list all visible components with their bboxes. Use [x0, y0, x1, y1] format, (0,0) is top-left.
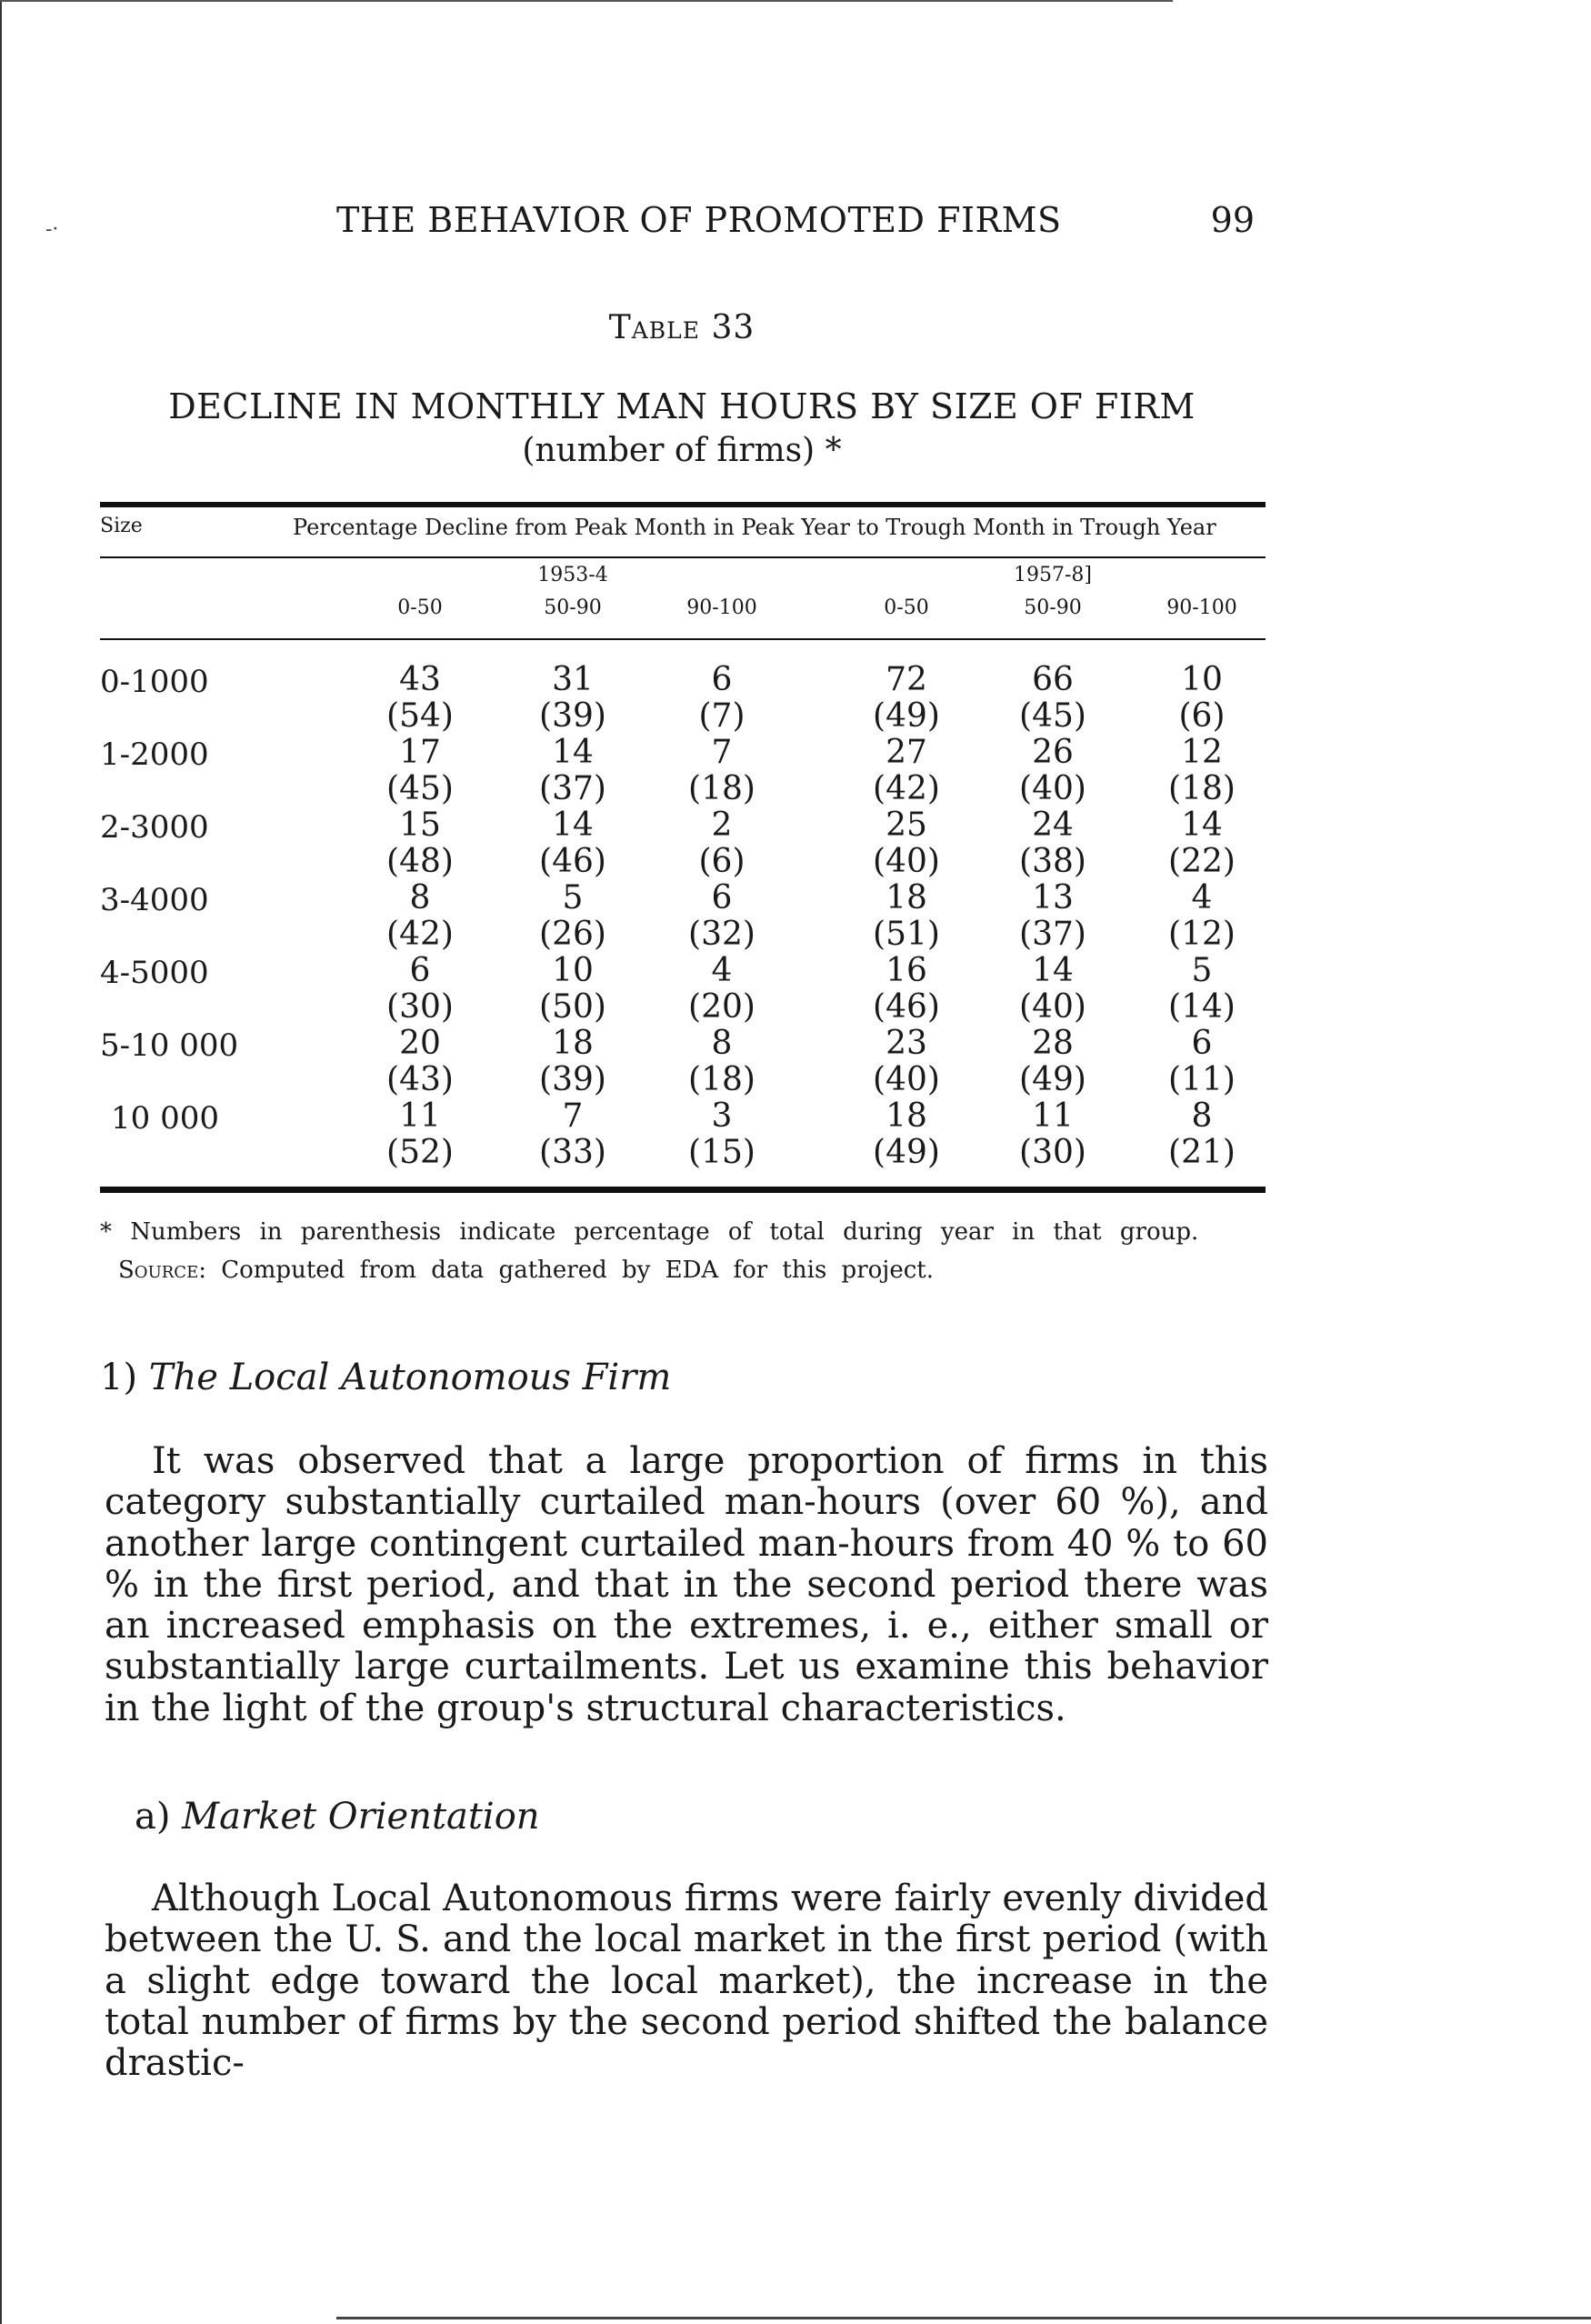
count-cell: 8 — [409, 879, 431, 917]
count-cell: 4 — [711, 952, 733, 989]
row-size-label: 1-2000 — [100, 736, 209, 773]
percent-cell: (12) — [1168, 916, 1236, 953]
percent-cell: (11) — [1168, 1061, 1236, 1098]
count-cell: 18 — [552, 1025, 594, 1062]
count-cell: 5 — [562, 879, 584, 917]
percent-cell: (43) — [386, 1061, 454, 1098]
count-cell: 66 — [1032, 661, 1074, 698]
percent-cell: (40) — [1019, 770, 1086, 807]
percent-cell: (30) — [386, 988, 454, 1026]
count-cell: 27 — [886, 734, 927, 771]
percent-cell: (18) — [688, 1061, 755, 1098]
col-header-6: 90-100 — [1166, 596, 1237, 619]
year-label-1957: 1957-8] — [1013, 564, 1092, 586]
count-cell: 16 — [886, 952, 927, 989]
subsection-number: a) — [135, 1796, 183, 1838]
col-header-2: 50-90 — [544, 596, 602, 619]
count-cell: 7 — [711, 734, 733, 771]
count-cell: 15 — [399, 806, 441, 844]
percent-cell: (49) — [873, 697, 940, 735]
percent-cell: (42) — [873, 770, 940, 807]
count-cell: 5 — [1191, 952, 1213, 989]
count-cell: 10 — [1181, 661, 1223, 698]
page-edge-top — [0, 0, 1173, 2]
count-cell: 6 — [1191, 1025, 1213, 1062]
percent-cell: (15) — [688, 1134, 755, 1171]
percent-cell: (50) — [539, 988, 606, 1026]
count-cell: 6 — [711, 879, 733, 917]
count-cell: 14 — [552, 734, 594, 771]
count-cell: 31 — [552, 661, 594, 698]
table-top-rule — [100, 502, 1266, 507]
count-cell: 3 — [711, 1097, 733, 1135]
table-title: DECLINE IN MONTHLY MAN HOURS BY SIZE OF FIRM — [168, 386, 1196, 426]
col-header-1: 0-50 — [397, 596, 443, 619]
percent-cell: (33) — [539, 1134, 606, 1171]
count-cell: 43 — [399, 661, 441, 698]
percent-cell: (6) — [698, 843, 745, 880]
count-cell: 12 — [1181, 734, 1223, 771]
percent-cell: (49) — [873, 1134, 940, 1171]
subsection-title: Market Orientation — [182, 1796, 540, 1838]
count-cell: 4 — [1191, 879, 1213, 917]
percent-cell: (48) — [386, 843, 454, 880]
count-cell: 26 — [1032, 734, 1074, 771]
count-cell: 14 — [1032, 952, 1074, 989]
count-cell: 23 — [886, 1025, 927, 1062]
percent-cell: (37) — [1019, 916, 1086, 953]
row-size-label: 0-1000 — [100, 664, 209, 700]
percent-cell: (51) — [873, 916, 940, 953]
decline-header: Percentage Decline from Peak Month in Peak Year to Trough Month in Trough Year — [293, 515, 1216, 540]
count-cell: 6 — [711, 661, 733, 698]
table-footnote: * Numbers in parenthesis indicate percentage of total during year in that group. — [100, 1218, 1199, 1246]
percent-cell: (37) — [539, 770, 606, 807]
header-rule — [100, 556, 1266, 558]
count-cell: 8 — [711, 1025, 733, 1062]
count-cell: 17 — [399, 734, 441, 771]
col-header-5: 50-90 — [1024, 596, 1082, 619]
page-edge-bottom — [336, 2317, 1591, 2319]
row-size-label: 5-10 000 — [100, 1027, 239, 1064]
row-size-label: 3-4000 — [100, 882, 209, 918]
count-cell: 14 — [552, 806, 594, 844]
percent-cell: (45) — [1019, 697, 1086, 735]
percent-cell: (42) — [386, 916, 454, 953]
count-cell: 72 — [886, 661, 927, 698]
percent-cell: (40) — [873, 1061, 940, 1098]
percent-cell: (32) — [688, 916, 755, 953]
row-size-label: 10 000 — [111, 1100, 219, 1137]
count-cell: 14 — [1181, 806, 1223, 844]
percent-cell: (18) — [688, 770, 755, 807]
percent-cell: (54) — [386, 697, 454, 735]
section-number: 1) — [100, 1357, 149, 1398]
percent-cell: (22) — [1168, 843, 1236, 880]
count-cell: 6 — [409, 952, 431, 989]
count-cell: 11 — [399, 1097, 441, 1135]
percent-cell: (18) — [1168, 770, 1236, 807]
percent-cell: (26) — [539, 916, 606, 953]
count-cell: 10 — [552, 952, 594, 989]
running-head — [100, 200, 1255, 247]
body-paragraph-1: It was observed that a large proportion of firms in this category substantially curtailed man-hours (over 60 %), and another large contingent curtailed man-hours from 40 % to 60 % in the first period, and that in the second period there was an increased emphasis on the extremes, i. e., either small or substantially large curtailments. Let us examine this behavior in the light of the group's structural characteristics. — [105, 1440, 1268, 1729]
col-header-3: 90-100 — [686, 596, 757, 619]
percent-cell: (52) — [386, 1134, 454, 1171]
count-cell: 18 — [886, 879, 927, 917]
table-subtitle: (number of firms) * — [522, 432, 842, 469]
count-cell: 25 — [886, 806, 927, 844]
count-cell: 8 — [1191, 1097, 1213, 1135]
count-cell: 18 — [886, 1097, 927, 1135]
percent-cell: (39) — [539, 697, 606, 735]
percent-cell: (49) — [1019, 1061, 1086, 1098]
section-heading-1 — [100, 1357, 671, 1398]
row-size-label: 4-5000 — [100, 955, 209, 991]
percent-cell: (20) — [688, 988, 755, 1026]
row-size-label: 2-3000 — [100, 809, 209, 846]
section-title: The Local Autonomous Firm — [148, 1357, 672, 1398]
count-cell: 20 — [399, 1025, 441, 1062]
table-label: Table 33 — [608, 309, 755, 346]
count-cell: 28 — [1032, 1025, 1074, 1062]
count-cell: 2 — [711, 806, 733, 844]
percent-cell: (45) — [386, 770, 454, 807]
body-paragraph-2: Although Local Autonomous firms were fairly evenly divided between the U. S. and the local market in the first period (with a slight edge toward the local market), the increase in the total number of firms by the second period shifted the balance drastic- — [105, 1878, 1268, 2085]
count-cell: 24 — [1032, 806, 1074, 844]
percent-cell: (39) — [539, 1061, 606, 1098]
col-header-4: 0-50 — [884, 596, 929, 619]
percent-cell: (38) — [1019, 843, 1086, 880]
percent-cell: (21) — [1168, 1134, 1236, 1171]
percent-cell: (7) — [698, 697, 745, 735]
scan-mark: -· — [45, 218, 59, 241]
column-header-rule — [100, 638, 1266, 640]
percent-cell: (14) — [1168, 988, 1236, 1026]
year-label-1953: 1953-4 — [537, 564, 608, 586]
count-cell: 11 — [1032, 1097, 1074, 1135]
source-label: Source: — [118, 1257, 206, 1284]
size-column-header: Size — [100, 515, 143, 537]
source-text: Computed from data gathered by EDA for this project. — [205, 1257, 934, 1284]
table-bottom-rule — [100, 1187, 1266, 1193]
percent-cell: (6) — [1178, 697, 1226, 735]
page-number: 99 — [1210, 200, 1255, 240]
percent-cell: (30) — [1019, 1134, 1086, 1171]
percent-cell: (40) — [873, 843, 940, 880]
page-edge-left — [0, 0, 2, 2324]
percent-cell: (40) — [1019, 988, 1086, 1026]
running-title: THE BEHAVIOR OF PROMOTED FIRMS — [336, 200, 1062, 240]
table-source — [118, 1257, 1284, 1284]
percent-cell: (46) — [539, 843, 606, 880]
subsection-heading-a — [135, 1796, 540, 1838]
count-cell: 13 — [1032, 879, 1074, 917]
percent-cell: (46) — [873, 988, 940, 1026]
count-cell: 7 — [562, 1097, 584, 1135]
